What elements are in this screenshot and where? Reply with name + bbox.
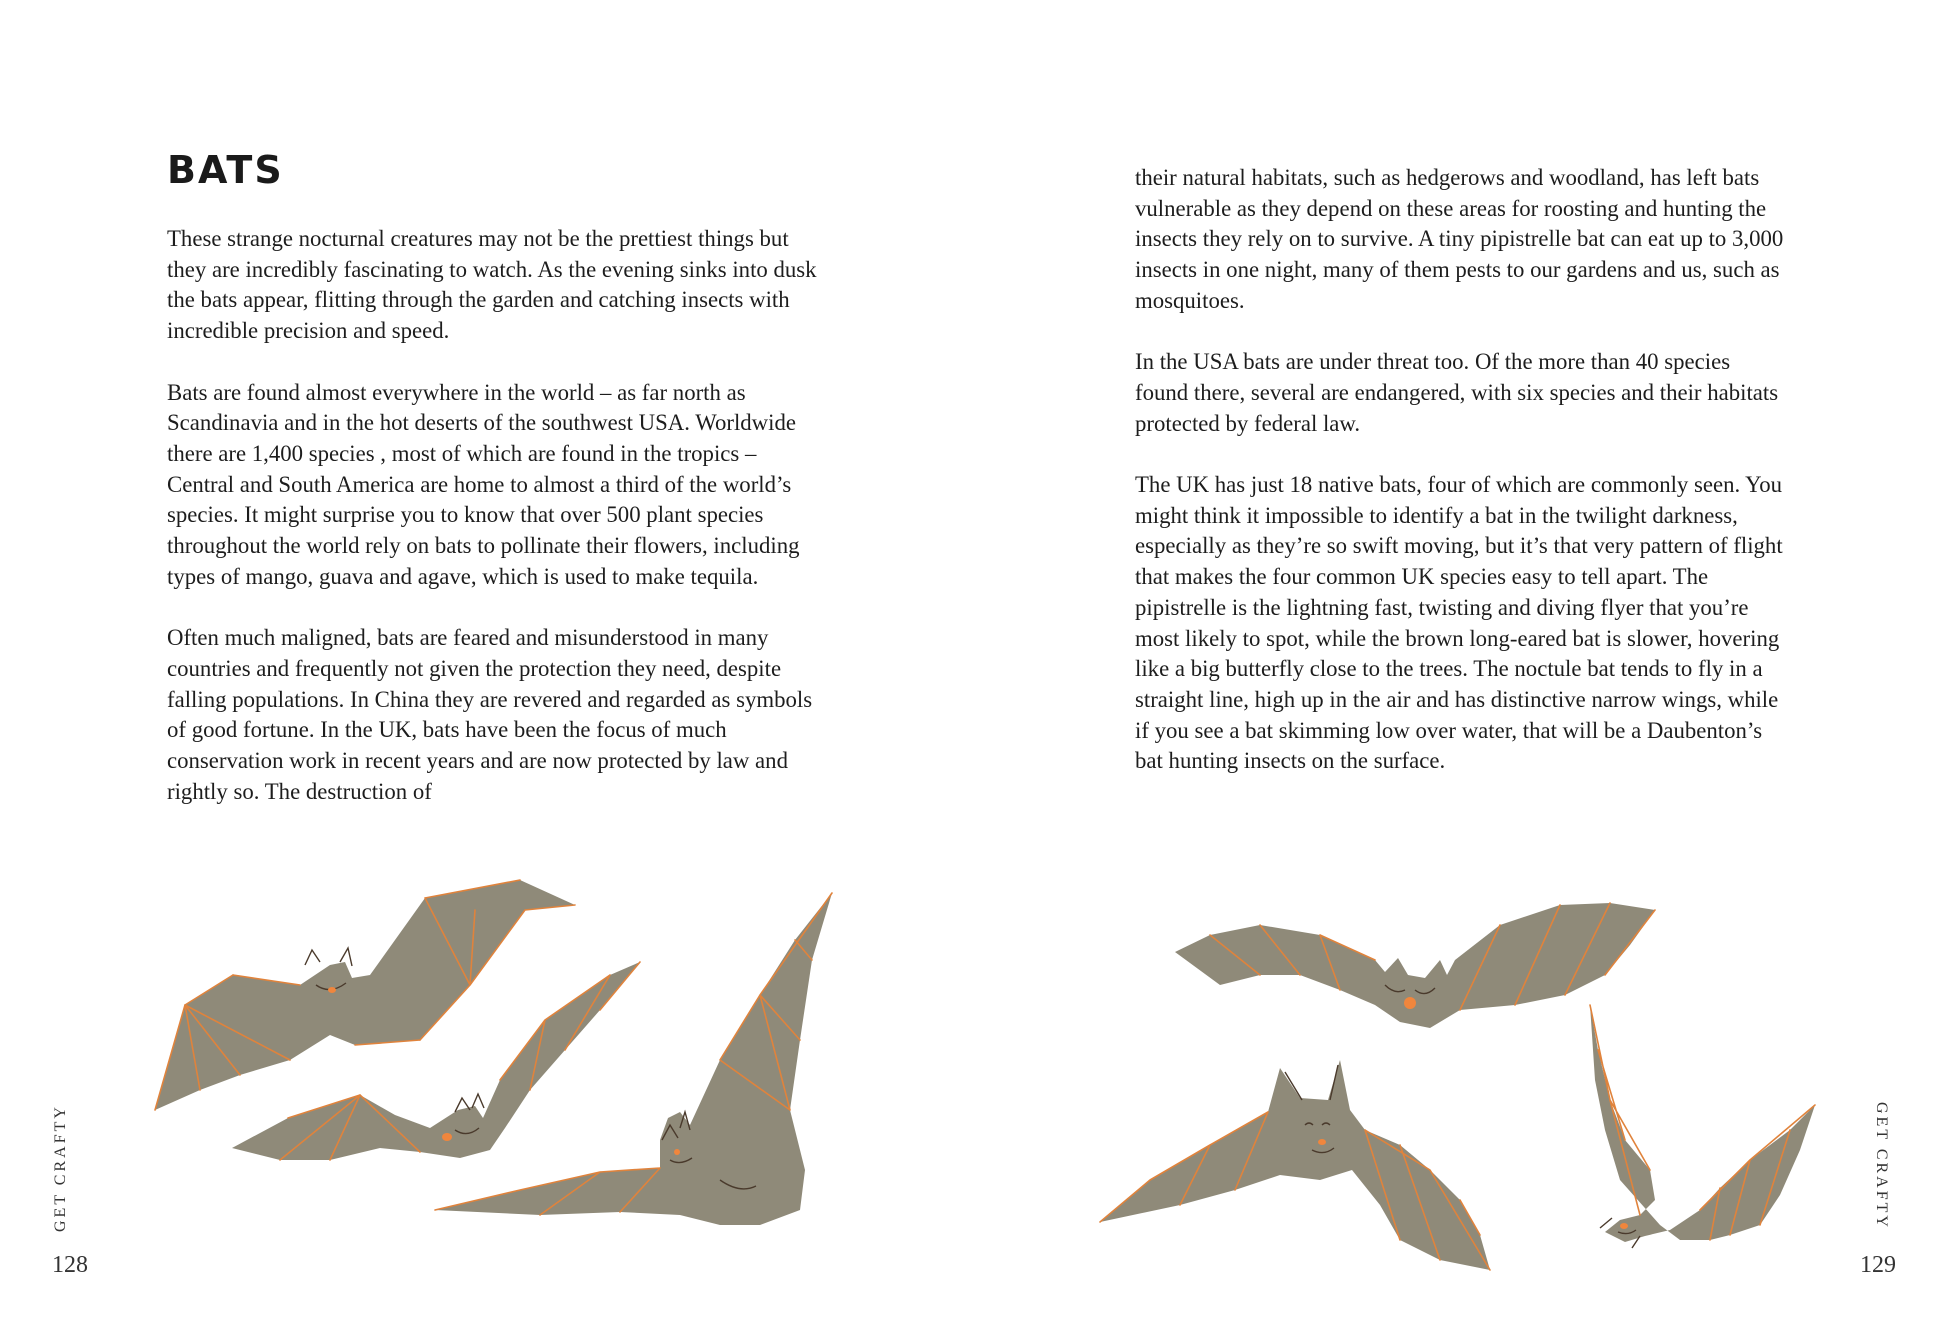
paragraph: Bats are found almost everywhere in the world – as far north as Scandinavia and in the hot deserts of the southwest USA. Worldwide there are 1,400 species , most of which are found in the tropics – Central and South America are home to almost a third of the world’s species. It might surprise you to know that over 500 plant species throughout the world rely on bats to pollinate their flowers, including types of mango, guava and agave, which is used to make tequila.: [167, 379, 800, 589]
paragraph: their natural habitats, such as hedgerows and woodland, has left bats vulnerable as they depend on these areas for roosting and hunting the insects they rely on to survive. A tiny pipistrelle bat can eat up to 3,000 insects in one night, many of them pests to our gardens and us, such as mosquitoes.: [1135, 165, 1784, 313]
page-number-left: 128: [52, 1252, 88, 1278]
paragraph: In the USA bats are under threat too. Of the more than 40 species found there, several are endangered, with six species and their habitats protected by federal law.: [1135, 349, 1779, 436]
bat-illustration: [1590, 1005, 1815, 1248]
paragraph: These strange nocturnal creatures may not be the prettiest things but they are incredibly fascinating to watch. As the evening sinks into dusk the bats appear, flitting through the garden and catching insects with incredible precision and speed.: [167, 226, 817, 344]
bat-illustration: [1175, 903, 1655, 1028]
paragraph: The UK has just 18 native bats, four of which are commonly seen. You might think it impossible to identify a bat in the twilight darkness, especially as they’re so swift moving, but it’s that very pattern of flight that makes the four common UK species easy to tell apart. The pipistrelle is the lightning fast, twisting and diving flyer that you’re most likely to spot, while the brown long-eared bat is slower, hovering like a big butterfly close to the trees. The noctule bat tends to fly in a straight line, high up in the air and has distinctive narrow wings, while if you see a bat skimming low over water, that will be a Daubenton’s bat hunting insects on the surface.: [1135, 472, 1783, 774]
paragraph: Often much maligned, bats are feared and misunderstood in many countries and frequently not given the protection they need, despite falling populations. In China they are revered and regarded as symbols of good fortune. In the UK, bats have been the focus of much conservation work in recent years and are now protected by law and rightly so. The destruction of: [167, 625, 813, 804]
page-number-right: 129: [1860, 1252, 1896, 1278]
running-head-right: GET CRAFTY: [1873, 1102, 1890, 1230]
running-head-left: GET CRAFTY: [52, 1104, 69, 1232]
page-title: BATS: [167, 148, 284, 192]
bat-illustration: [1100, 1060, 1490, 1270]
